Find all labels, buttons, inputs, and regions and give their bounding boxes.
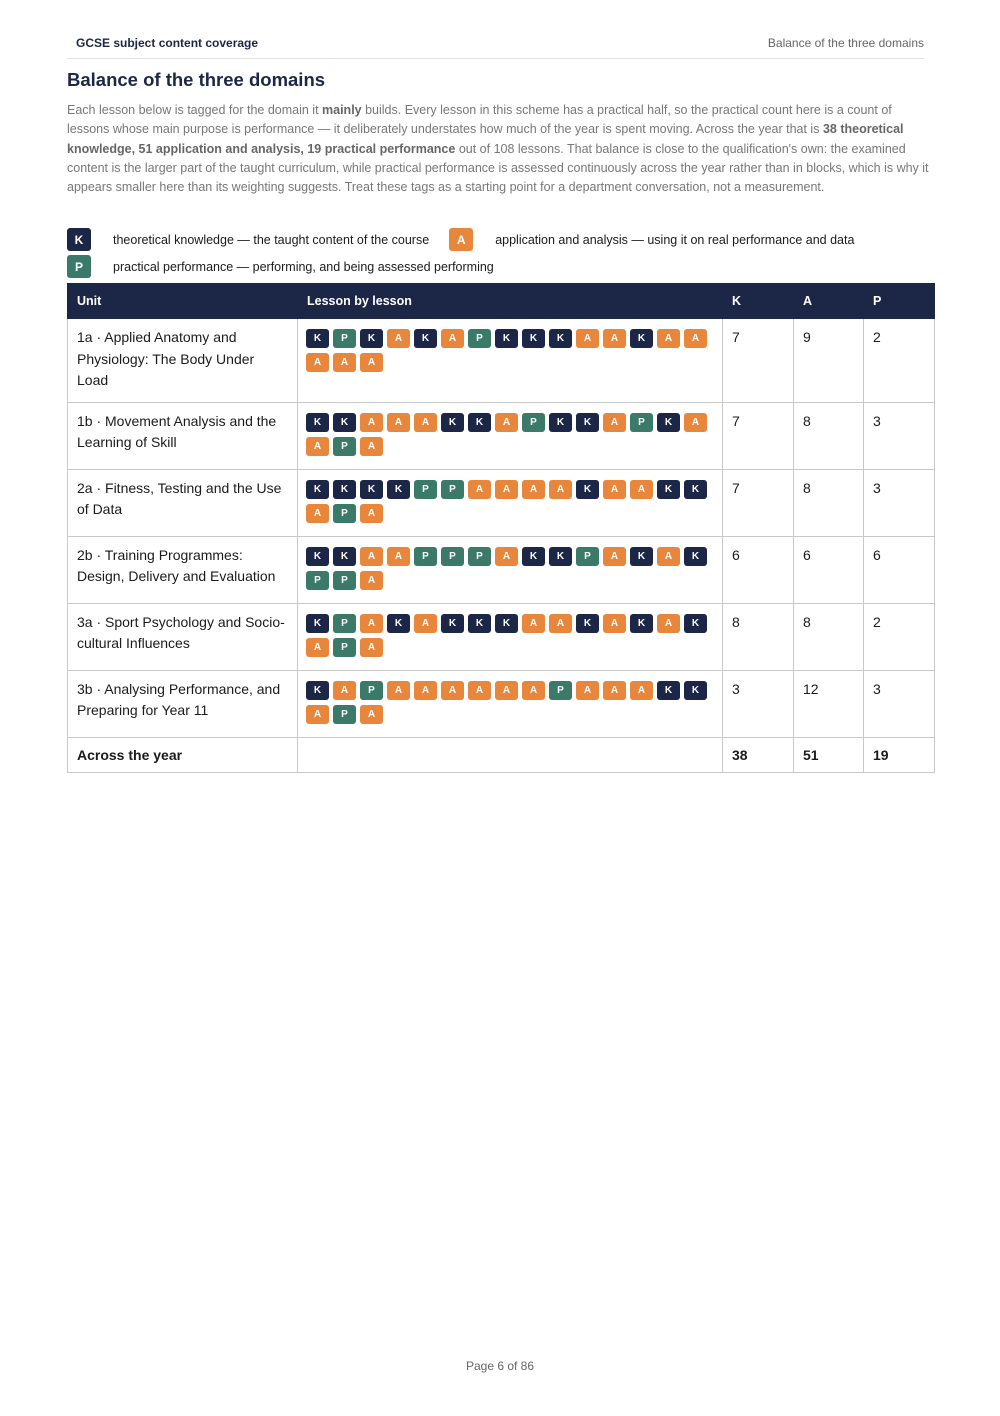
page-number: Page 6 of 86 bbox=[465, 1359, 535, 1373]
table-row bbox=[68, 319, 935, 403]
lesson-chip-p: P bbox=[522, 413, 545, 432]
lesson-chip-a: A bbox=[468, 480, 491, 499]
lesson-chip-a: A bbox=[333, 353, 356, 372]
page-title: Balance of the three domains bbox=[67, 69, 326, 90]
intro-text-3: out of 108 lessons. That balance is close to the qualification's own: the examined content is the larger part of the taught curriculum, while practical performance is assessed continuously across the year rather than in blocks, which is why it appears smaller here than its weighting suggests. Treat these tags as a starting point for a department conversation, not a measurement. bbox=[67, 141, 929, 195]
lesson-chip-k: K bbox=[306, 329, 329, 348]
header-a: A bbox=[794, 284, 864, 319]
lesson-chip-a: A bbox=[522, 681, 545, 700]
lesson-chip-a: A bbox=[684, 329, 707, 348]
lesson-chip-k: K bbox=[306, 413, 329, 432]
lesson-chip-a: A bbox=[576, 329, 599, 348]
lesson-chip-a: A bbox=[657, 329, 680, 348]
table-row bbox=[68, 670, 935, 737]
k-count: 8 bbox=[723, 603, 794, 670]
lesson-chip-k: K bbox=[360, 329, 383, 348]
document-title: GCSE subject content coverage bbox=[76, 36, 259, 50]
unit-cell: 3b · Analysing Performance, and Preparing for Year 11 bbox=[68, 670, 298, 737]
lesson-chip-k: K bbox=[630, 329, 653, 348]
lesson-chip-p: P bbox=[360, 681, 383, 700]
a-count: 6 bbox=[794, 536, 864, 603]
lesson-chip-k: K bbox=[657, 480, 680, 499]
lesson-chip-p: P bbox=[333, 638, 356, 657]
lesson-chip-p: P bbox=[441, 547, 464, 566]
lesson-tags bbox=[298, 402, 723, 469]
legend-label-p: practical performance — performing, and being assessed performing bbox=[113, 259, 494, 274]
lesson-tags bbox=[298, 469, 723, 536]
lesson-chip-a: A bbox=[630, 480, 653, 499]
lesson-chip-p: P bbox=[333, 614, 356, 633]
lesson-chip-a: A bbox=[495, 413, 518, 432]
lesson-chip-a: A bbox=[360, 504, 383, 523]
unit-cell: 1a · Applied Anatomy and Physiology: The Body Under Load bbox=[68, 319, 298, 403]
header-lessons: Lesson by lesson bbox=[298, 284, 723, 319]
lesson-chip-a: A bbox=[360, 638, 383, 657]
lesson-chip-k: K bbox=[414, 329, 437, 348]
lesson-chip-k: K bbox=[468, 614, 491, 633]
lesson-chip-k: K bbox=[684, 614, 707, 633]
lesson-chip-k: K bbox=[441, 614, 464, 633]
legend-item-k bbox=[67, 228, 429, 251]
lesson-chip-a: A bbox=[306, 504, 329, 523]
lesson-chip-p: P bbox=[333, 329, 356, 348]
legend-badge-p: P bbox=[67, 255, 91, 278]
lesson-chip-p: P bbox=[576, 547, 599, 566]
lesson-chip-k: K bbox=[306, 614, 329, 633]
lesson-chip-a: A bbox=[306, 353, 329, 372]
lesson-chip-a: A bbox=[603, 480, 626, 499]
lesson-chip-k: K bbox=[630, 614, 653, 633]
p-count: 3 bbox=[864, 469, 935, 536]
lesson-chip-p: P bbox=[468, 547, 491, 566]
header-k: K bbox=[723, 284, 794, 319]
total-row bbox=[68, 737, 935, 773]
lesson-chip-p: P bbox=[468, 329, 491, 348]
lesson-chip-a: A bbox=[522, 614, 545, 633]
lesson-chip-k: K bbox=[549, 329, 572, 348]
lesson-chip-p: P bbox=[414, 480, 437, 499]
lesson-chip-a: A bbox=[387, 681, 410, 700]
running-header bbox=[67, 36, 924, 59]
domain-legend bbox=[67, 228, 947, 282]
lesson-chip-a: A bbox=[360, 547, 383, 566]
lesson-chip-p: P bbox=[306, 571, 329, 590]
lesson-chip-a: A bbox=[387, 547, 410, 566]
lesson-chip-k: K bbox=[495, 329, 518, 348]
lesson-chip-k: K bbox=[522, 329, 545, 348]
lesson-chip-p: P bbox=[441, 480, 464, 499]
lesson-chip-a: A bbox=[360, 705, 383, 724]
lesson-chip-p: P bbox=[414, 547, 437, 566]
lesson-chip-a: A bbox=[360, 413, 383, 432]
lesson-chip-a: A bbox=[414, 681, 437, 700]
legend-item-a bbox=[449, 228, 854, 251]
p-count: 3 bbox=[864, 402, 935, 469]
lesson-chip-a: A bbox=[576, 681, 599, 700]
lesson-chip-p: P bbox=[630, 413, 653, 432]
intro-text-2: builds. Every lesson in this scheme has a practical half, so the practical count here is a count of lessons whose main purpose is performance — it deliberately understates how much of the year is spent moving. Across the year that is bbox=[67, 103, 892, 137]
k-count: 3 bbox=[723, 670, 794, 737]
legend-label-a: application and analysis — using it on real performance and data bbox=[495, 232, 855, 247]
a-count: 9 bbox=[794, 319, 864, 403]
total-k: 38 bbox=[723, 737, 794, 773]
header-p: P bbox=[864, 284, 935, 319]
k-count: 6 bbox=[723, 536, 794, 603]
lesson-chip-a: A bbox=[441, 681, 464, 700]
lesson-chip-k: K bbox=[387, 480, 410, 499]
intro-emphasis-mainly: mainly bbox=[322, 103, 362, 117]
lesson-chip-a: A bbox=[441, 329, 464, 348]
lesson-chip-k: K bbox=[684, 480, 707, 499]
unit-cell: 2a · Fitness, Testing and the Use of Data bbox=[68, 469, 298, 536]
lesson-chip-a: A bbox=[414, 413, 437, 432]
legend-item-p bbox=[67, 255, 494, 278]
lesson-chip-k: K bbox=[522, 547, 545, 566]
total-label: Across the year bbox=[68, 737, 298, 773]
table-row bbox=[68, 536, 935, 603]
lesson-chip-a: A bbox=[306, 705, 329, 724]
table-row bbox=[68, 603, 935, 670]
lesson-chip-k: K bbox=[495, 614, 518, 633]
lesson-chip-a: A bbox=[360, 571, 383, 590]
lesson-chip-a: A bbox=[360, 437, 383, 456]
lesson-tags bbox=[298, 536, 723, 603]
p-count: 2 bbox=[864, 603, 935, 670]
legend-badge-a: A bbox=[449, 228, 473, 251]
unit-cell: 3a · Sport Psychology and Socio-cultural Influences bbox=[68, 603, 298, 670]
lesson-chip-a: A bbox=[414, 614, 437, 633]
lesson-chip-a: A bbox=[306, 437, 329, 456]
table-row bbox=[68, 469, 935, 536]
total-p: 19 bbox=[864, 737, 935, 773]
lesson-chip-a: A bbox=[630, 681, 653, 700]
lesson-chip-k: K bbox=[549, 547, 572, 566]
lesson-chip-a: A bbox=[468, 681, 491, 700]
lesson-chip-k: K bbox=[333, 480, 356, 499]
a-count: 8 bbox=[794, 469, 864, 536]
lesson-chip-a: A bbox=[495, 480, 518, 499]
intro-emphasis-totals: 38 theoretical knowledge, 51 application and analysis, 19 practical performance bbox=[67, 122, 904, 156]
total-lessons-empty bbox=[298, 737, 723, 773]
lesson-chip-k: K bbox=[387, 614, 410, 633]
total-a: 51 bbox=[794, 737, 864, 773]
lesson-chip-a: A bbox=[684, 413, 707, 432]
coverage-table bbox=[67, 283, 935, 773]
lesson-chip-k: K bbox=[576, 413, 599, 432]
table-row bbox=[68, 402, 935, 469]
lesson-chip-a: A bbox=[603, 614, 626, 633]
p-count: 3 bbox=[864, 670, 935, 737]
a-count: 8 bbox=[794, 603, 864, 670]
lesson-chip-a: A bbox=[495, 681, 518, 700]
lesson-chip-a: A bbox=[360, 614, 383, 633]
header-unit: Unit bbox=[68, 284, 298, 319]
section-title: Balance of the three domains bbox=[767, 36, 924, 50]
lesson-chip-k: K bbox=[576, 614, 599, 633]
a-count: 12 bbox=[794, 670, 864, 737]
lesson-chip-k: K bbox=[549, 413, 572, 432]
lesson-chip-a: A bbox=[360, 353, 383, 372]
lesson-chip-k: K bbox=[441, 413, 464, 432]
lesson-chip-a: A bbox=[495, 547, 518, 566]
lesson-chip-a: A bbox=[603, 547, 626, 566]
intro-paragraph bbox=[67, 101, 935, 197]
lesson-chip-p: P bbox=[333, 705, 356, 724]
lesson-chip-a: A bbox=[387, 329, 410, 348]
lesson-chip-k: K bbox=[657, 681, 680, 700]
lesson-chip-p: P bbox=[333, 437, 356, 456]
lesson-chip-a: A bbox=[657, 547, 680, 566]
p-count: 6 bbox=[864, 536, 935, 603]
lesson-tags bbox=[298, 603, 723, 670]
lesson-chip-k: K bbox=[306, 547, 329, 566]
lesson-chip-a: A bbox=[387, 413, 410, 432]
lesson-chip-k: K bbox=[306, 681, 329, 700]
k-count: 7 bbox=[723, 402, 794, 469]
lesson-chip-a: A bbox=[603, 329, 626, 348]
lesson-chip-a: A bbox=[603, 681, 626, 700]
unit-cell: 2b · Training Programmes: Design, Delivery and Evaluation bbox=[68, 536, 298, 603]
lesson-chip-k: K bbox=[630, 547, 653, 566]
lesson-chip-a: A bbox=[603, 413, 626, 432]
lesson-chip-a: A bbox=[333, 681, 356, 700]
k-count: 7 bbox=[723, 319, 794, 403]
lesson-chip-k: K bbox=[468, 413, 491, 432]
lesson-chip-a: A bbox=[306, 638, 329, 657]
lesson-chip-p: P bbox=[549, 681, 572, 700]
table-header-row bbox=[68, 284, 935, 319]
lesson-chip-a: A bbox=[657, 614, 680, 633]
lesson-chip-a: A bbox=[549, 480, 572, 499]
lesson-chip-k: K bbox=[684, 547, 707, 566]
lesson-chip-p: P bbox=[333, 504, 356, 523]
lesson-tags bbox=[298, 670, 723, 737]
p-count: 2 bbox=[864, 319, 935, 403]
unit-cell: 1b · Movement Analysis and the Learning of Skill bbox=[68, 402, 298, 469]
lesson-chip-k: K bbox=[360, 480, 383, 499]
lesson-chip-k: K bbox=[333, 413, 356, 432]
lesson-chip-k: K bbox=[576, 480, 599, 499]
lesson-chip-k: K bbox=[333, 547, 356, 566]
lesson-chip-a: A bbox=[522, 480, 545, 499]
lesson-chip-a: A bbox=[549, 614, 572, 633]
a-count: 8 bbox=[794, 402, 864, 469]
legend-badge-k: K bbox=[67, 228, 91, 251]
k-count: 7 bbox=[723, 469, 794, 536]
legend-label-k: theoretical knowledge — the taught content of the course bbox=[113, 232, 430, 247]
lesson-chip-p: P bbox=[333, 571, 356, 590]
lesson-chip-k: K bbox=[657, 413, 680, 432]
lesson-chip-k: K bbox=[684, 681, 707, 700]
lesson-tags bbox=[298, 319, 723, 403]
intro-text-1: Each lesson below is tagged for the domain it bbox=[67, 103, 323, 117]
lesson-chip-k: K bbox=[306, 480, 329, 499]
